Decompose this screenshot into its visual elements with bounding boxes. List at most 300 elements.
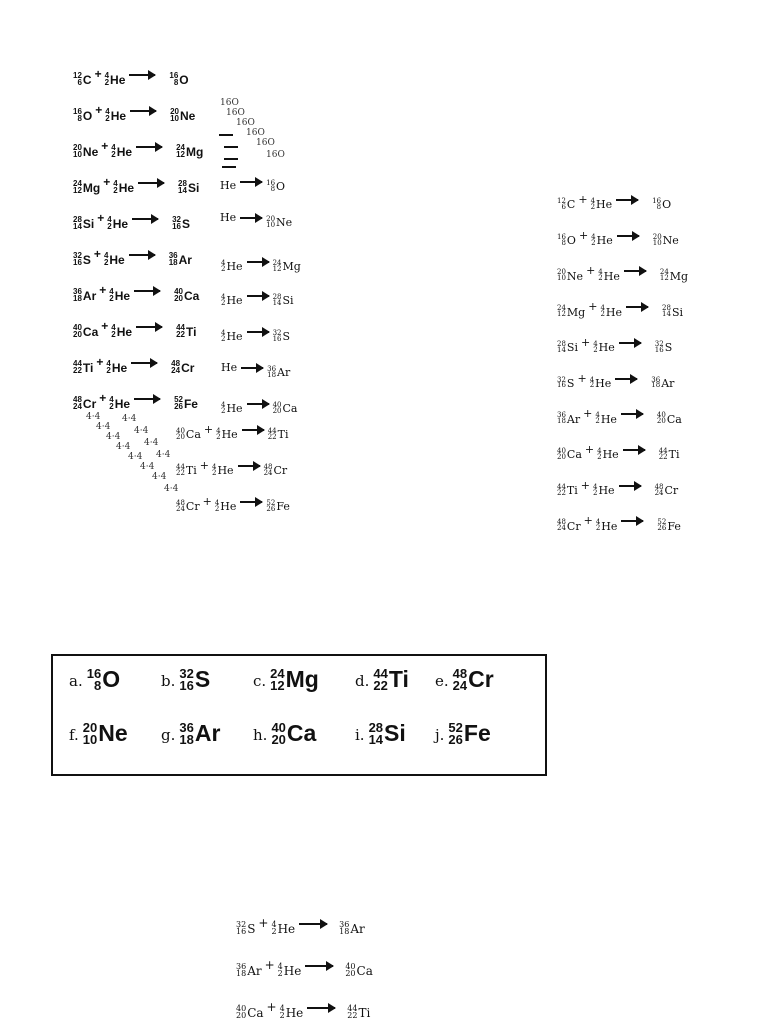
answer-option: [435, 722, 491, 745]
reaction-equation: [557, 230, 679, 247]
mass-number: 12: [557, 197, 566, 205]
atomic-number: 12: [73, 185, 82, 195]
reaction-equation: [557, 265, 688, 282]
atomic-number: 24: [176, 504, 185, 513]
helium-nuclide: [221, 261, 243, 273]
answer-choices-box: [51, 654, 547, 776]
atomic-number: 2: [589, 381, 595, 390]
atomic-number: 16: [236, 926, 247, 936]
atomic-number: 2: [597, 452, 602, 461]
plus-sign: +: [199, 459, 209, 472]
element-symbol: Ti: [185, 324, 197, 339]
product-nuclide: [268, 429, 289, 441]
mass-number: 4: [109, 287, 114, 296]
element-symbol: C: [566, 198, 576, 212]
answer-option: [69, 668, 120, 691]
reaction-equation: [557, 515, 681, 532]
atomic-number: 2: [212, 468, 217, 477]
element-symbol: Fe: [183, 396, 198, 411]
atomic-number: 24: [171, 365, 181, 375]
reaction-arrow-icon: [307, 1007, 335, 1009]
mass-number: 36: [651, 375, 661, 384]
reaction-equation: [557, 337, 672, 354]
element-symbol: Si: [282, 294, 294, 308]
element-symbol: S: [566, 376, 575, 390]
reaction-arrow-icon: [247, 261, 269, 263]
option-letter: c.: [253, 672, 267, 691]
reaction-arrow-icon: [299, 923, 327, 925]
option-letter: g.: [161, 726, 176, 745]
mass-number: 32: [179, 666, 194, 681]
mass-number: 20: [170, 107, 179, 116]
product-nuclide: [339, 922, 365, 936]
plus-sign: +: [577, 371, 587, 385]
mass-number: 16: [652, 197, 662, 205]
atomic-number: 2: [600, 310, 605, 319]
mass-number: 32: [236, 920, 247, 929]
atomic-number: 18: [651, 381, 661, 390]
element-symbol: Ti: [185, 464, 197, 478]
mass-number: 36: [73, 287, 82, 296]
element-symbol: Mg: [669, 269, 689, 283]
mass-number: 12: [73, 71, 82, 80]
product-nuclide: [658, 446, 680, 462]
helium-nuclide: [107, 217, 128, 231]
atomic-number: 2: [591, 238, 596, 247]
mass-number: 52: [448, 720, 463, 735]
mass-number: 4: [104, 71, 110, 80]
mass-number: 48: [452, 666, 468, 681]
mass-number: 40: [557, 446, 566, 455]
product-nuclide: [657, 520, 680, 532]
mass-number: 44: [267, 427, 277, 435]
element-symbol: Ar: [178, 252, 192, 267]
reaction-equation: [557, 444, 679, 461]
helium-nuclide: [221, 295, 243, 307]
reaction-arrow-icon: [138, 182, 164, 184]
atomic-number: 2: [271, 926, 277, 936]
atomic-number: 20: [174, 293, 183, 303]
reactant-nuclide: [73, 145, 98, 159]
plus-sign: +: [99, 283, 107, 297]
stacked-fragment: 4·4: [96, 422, 111, 432]
reaction-arrow-icon: [617, 235, 639, 237]
atomic-number: 8: [93, 677, 102, 693]
stacked-fragment: 16O: [236, 118, 255, 128]
plus-sign: +: [580, 335, 591, 349]
product-nuclide: [266, 181, 285, 193]
element-symbol: Ne: [82, 144, 99, 159]
element-symbol: He: [226, 260, 243, 274]
product-nuclide: [273, 295, 294, 307]
helium-nuclide: [278, 964, 302, 978]
element-symbol: S: [282, 330, 291, 344]
mass-number: 32: [172, 215, 181, 224]
mass-number: 32: [73, 251, 82, 260]
helium-nuclide: [109, 397, 130, 411]
reaction-equation: [73, 140, 203, 159]
element-symbol: He: [116, 324, 133, 339]
element-symbol: C: [82, 72, 92, 87]
product-nuclide: [176, 145, 203, 159]
element-symbol: Ti: [668, 448, 680, 462]
helium-nuclide: [111, 325, 132, 339]
element-symbol: Ti: [566, 484, 578, 498]
reactant-nuclide: [236, 964, 262, 978]
atomic-number: 2: [104, 77, 110, 87]
atomic-number: 2: [221, 298, 226, 307]
dash-fragment: [219, 134, 233, 136]
element-symbol: S: [181, 216, 190, 231]
helium-nuclide: [215, 501, 237, 513]
atomic-number: 2: [105, 113, 110, 123]
element-symbol: Ar: [661, 376, 675, 390]
element-symbol: He: [605, 305, 623, 319]
element-symbol: Ti: [277, 428, 289, 442]
reaction-arrow-icon: [247, 331, 269, 333]
plus-sign: +: [103, 175, 111, 189]
reactant-nuclide: [236, 922, 255, 936]
atomic-number: 8: [270, 184, 276, 193]
atomic-number: 2: [103, 257, 109, 267]
plus-sign: +: [97, 211, 105, 225]
atomic-number: 18: [168, 257, 178, 267]
element-symbol: Si: [187, 180, 200, 195]
element-symbol: He: [221, 428, 238, 442]
mass-number: 24: [270, 666, 285, 681]
option-letter: a.: [69, 672, 83, 691]
product-nuclide: [652, 232, 679, 248]
mass-number: 40: [73, 323, 82, 332]
mass-number: 40: [271, 720, 286, 735]
mass-number: 52: [657, 518, 667, 527]
atomic-number: 2: [107, 221, 112, 231]
helium-nuclide: [595, 413, 617, 425]
stacked-fragment: 4·4: [128, 452, 143, 462]
element-symbol: Cr: [82, 396, 97, 411]
atomic-number: 10: [652, 238, 662, 247]
atomic-number: 14: [368, 731, 384, 747]
element-symbol: Mg: [285, 666, 319, 693]
atomic-number: 8: [656, 202, 662, 211]
mass-number: 16: [86, 666, 102, 681]
atomic-number: 12: [176, 149, 185, 159]
element-symbol: Ca: [286, 720, 317, 747]
mass-number: 48: [557, 518, 566, 527]
element-symbol: Ca: [82, 324, 99, 339]
helium-nuclide: [216, 429, 238, 441]
element-symbol: Ti: [358, 1005, 371, 1020]
atomic-number: 22: [176, 468, 185, 477]
mass-number: 4: [107, 215, 112, 224]
mass-number: 40: [176, 427, 185, 435]
atomic-number: 2: [221, 406, 226, 415]
plus-sign: +: [588, 300, 598, 314]
atomic-number: 2: [595, 524, 601, 533]
atomic-number: 22: [267, 432, 277, 441]
reaction-arrow-icon: [241, 367, 263, 369]
atomic-number: 20: [73, 329, 82, 339]
mass-number: 48: [654, 482, 664, 491]
reaction-arrow-icon: [616, 199, 638, 201]
option-letter: d.: [355, 672, 370, 691]
atomic-number: 10: [82, 731, 98, 747]
element-symbol: He: [601, 519, 618, 533]
element-symbol: He: [600, 412, 617, 426]
helium-nuclide: [598, 270, 620, 282]
option-letter: h.: [253, 726, 268, 745]
atomic-number: 20: [271, 731, 286, 747]
helium-nuclide: [105, 73, 126, 87]
helium-symbol: He: [220, 211, 237, 224]
product-nuclide: [273, 331, 290, 343]
atomic-number: 2: [113, 185, 118, 195]
reaction-equation: [73, 392, 198, 411]
product-nuclide: [660, 270, 688, 282]
atomic-number: 2: [593, 488, 598, 497]
reactant-nuclide: [557, 199, 575, 211]
ghost-reaction: [221, 362, 290, 379]
mass-number: 40: [272, 401, 282, 409]
plus-sign: +: [578, 193, 588, 206]
product-nuclide: [273, 261, 301, 273]
reactant-nuclide: [557, 339, 578, 355]
stacked-fragment: 4·4: [106, 432, 121, 442]
reaction-arrow-icon: [626, 306, 648, 308]
atomic-number: 22: [73, 365, 82, 375]
reactant-nuclide: [176, 429, 201, 441]
answer-option: [69, 722, 128, 745]
plus-sign: +: [584, 442, 595, 456]
mass-number: 4: [591, 232, 596, 241]
reaction-arrow-icon: [240, 501, 262, 503]
mass-number: 44: [347, 1004, 358, 1013]
atomic-number: 24: [73, 401, 82, 411]
atomic-number: 18: [557, 417, 566, 426]
atomic-number: 2: [593, 345, 598, 354]
mass-number: 20: [73, 143, 82, 152]
mass-number: 32: [654, 339, 664, 348]
atomic-number: 22: [557, 488, 566, 497]
atomic-number: 2: [598, 274, 603, 283]
product-nuclide: [347, 1006, 370, 1020]
element-symbol: Ca: [183, 288, 200, 303]
mass-number: 44: [658, 446, 668, 455]
atomic-number: 2: [214, 504, 220, 513]
atomic-number: 2: [109, 293, 114, 303]
element-symbol: He: [220, 500, 237, 514]
stacked-fragment: 16O: [266, 150, 285, 160]
mass-number: 48: [263, 463, 273, 471]
plus-sign: +: [583, 514, 593, 528]
element-symbol: He: [114, 288, 131, 303]
element-symbol: He: [283, 963, 302, 978]
mass-number: 36: [557, 411, 566, 420]
element-symbol: Ti: [82, 360, 94, 375]
ghost-reaction: [219, 176, 285, 193]
product-nuclide: [657, 413, 682, 425]
product-nuclide: [171, 361, 194, 375]
reaction-arrow-icon: [136, 146, 162, 148]
ghost-reaction: [221, 398, 297, 415]
atomic-number: 18: [236, 968, 247, 978]
helium-nuclide: [219, 180, 236, 191]
reaction-arrow-icon: [619, 485, 641, 487]
element-symbol: Si: [82, 216, 95, 231]
element-symbol: O: [102, 666, 121, 693]
product-nuclide: [169, 253, 192, 267]
atomic-number: 18: [73, 293, 82, 303]
ghost-reaction: [221, 326, 290, 343]
atomic-number: 18: [179, 731, 194, 747]
mass-number: 44: [373, 666, 388, 681]
atomic-number: 26: [174, 401, 183, 411]
atomic-number: 8: [173, 77, 179, 87]
element-symbol: Ar: [194, 720, 221, 747]
element-symbol: Cr: [273, 464, 288, 478]
answer-option: [435, 668, 494, 691]
stacked-fragment: 16O: [226, 108, 245, 118]
element-symbol: He: [114, 396, 131, 411]
ghost-reaction: [220, 212, 292, 229]
mass-number: 28: [662, 304, 671, 313]
helium-nuclide: [280, 1006, 304, 1020]
reaction-equation: [176, 496, 290, 513]
product-nuclide: [654, 339, 673, 355]
stacked-fragment: 16O: [256, 138, 275, 148]
mass-number: 4: [221, 259, 226, 267]
reaction-arrow-icon: [621, 520, 643, 522]
atomic-number: 16: [179, 677, 194, 693]
mass-number: 52: [174, 395, 183, 404]
element-symbol: O: [276, 180, 286, 194]
mass-number: 4: [216, 427, 221, 435]
atomic-number: 10: [73, 149, 82, 159]
reaction-arrow-icon: [240, 217, 262, 219]
element-symbol: Ar: [277, 366, 291, 380]
reaction-arrow-icon: [621, 413, 643, 415]
mass-number: 16: [73, 107, 82, 116]
mass-number: 28: [272, 293, 282, 301]
product-nuclide: [169, 73, 188, 87]
atomic-number: 26: [448, 731, 463, 747]
element-symbol: He: [110, 108, 127, 123]
stacked-fragment: 4·4: [152, 472, 167, 482]
atomic-number: 20: [236, 1010, 247, 1020]
atomic-number: 2: [109, 401, 114, 411]
mass-number: 20: [652, 232, 662, 241]
helium-symbol: He: [221, 361, 238, 374]
element-symbol: Fe: [276, 500, 290, 514]
reactant-nuclide: [557, 446, 582, 462]
reaction-equation: [557, 194, 671, 211]
answer-option: [253, 722, 316, 745]
reaction-arrow-icon: [242, 429, 264, 431]
helium-nuclide: [212, 465, 234, 477]
atomic-number: 12: [557, 310, 566, 319]
atomic-number: 14: [662, 310, 671, 319]
mass-number: 4: [593, 339, 598, 348]
mass-number: 4: [597, 446, 602, 455]
product-nuclide: [174, 289, 199, 303]
atomic-number: 22: [658, 452, 668, 461]
atomic-number: 12: [659, 274, 669, 283]
mass-number: 48: [73, 395, 82, 404]
reactant-nuclide: [557, 306, 585, 318]
atomic-number: 2: [106, 365, 111, 375]
atomic-number: 22: [373, 677, 388, 693]
reaction-arrow-icon: [305, 965, 333, 967]
element-symbol: Ca: [666, 412, 682, 426]
plus-sign: +: [578, 228, 589, 242]
element-symbol: He: [596, 198, 613, 212]
mass-number: 4: [598, 268, 603, 277]
mass-number: 4: [595, 518, 601, 527]
element-symbol: S: [82, 252, 91, 267]
mass-number: 4: [221, 329, 226, 337]
atomic-number: 22: [176, 329, 185, 339]
atomic-number: 14: [557, 345, 566, 354]
mass-number: 4: [103, 251, 109, 260]
mass-number: 40: [345, 962, 356, 971]
product-nuclide: [652, 199, 671, 211]
reaction-equation: [73, 176, 199, 195]
stacked-fragment: 16O: [246, 128, 265, 138]
reaction-arrow-icon: [247, 403, 269, 405]
reaction-equation: [557, 373, 674, 390]
element-symbol: He: [118, 180, 135, 195]
reaction-arrow-icon: [132, 218, 158, 220]
element-symbol: Ca: [566, 448, 582, 462]
reaction-equation: [236, 959, 373, 978]
element-symbol: He: [112, 216, 129, 231]
mass-number: 52: [266, 499, 276, 507]
mass-number: 4: [106, 359, 111, 368]
helium-nuclide: [113, 181, 134, 195]
element-symbol: He: [602, 448, 619, 462]
plus-sign: +: [202, 495, 212, 508]
mass-number: 4: [589, 375, 595, 384]
element-symbol: Fe: [667, 519, 681, 533]
mass-number: 24: [176, 143, 185, 152]
mass-number: 20: [266, 215, 276, 223]
reaction-equation: [236, 917, 365, 936]
mass-number: 4: [214, 499, 220, 507]
stacked-fragment: 4·4: [144, 438, 159, 448]
mass-number: 4: [593, 482, 598, 491]
atomic-number: 20: [272, 406, 282, 415]
helium-nuclide: [105, 109, 126, 123]
helium-nuclide: [591, 199, 613, 211]
atomic-number: 20: [345, 968, 356, 978]
reaction-arrow-icon: [238, 465, 260, 467]
mass-number: 4: [221, 293, 226, 301]
element-symbol: O: [179, 72, 189, 87]
element-symbol: Mg: [282, 260, 301, 274]
helium-nuclide: [593, 482, 615, 498]
atomic-number: 26: [657, 524, 667, 533]
mass-number: 4: [111, 143, 116, 152]
stacked-fragment: 4·4: [86, 412, 101, 422]
product-nuclide: [174, 397, 198, 411]
element-symbol: He: [598, 341, 615, 355]
mass-number: 48: [176, 499, 185, 507]
mass-number: 40: [236, 1004, 247, 1013]
mass-number: 4: [111, 323, 116, 332]
element-symbol: He: [603, 269, 620, 283]
reactant-nuclide: [557, 232, 576, 248]
reaction-arrow-icon: [134, 290, 160, 292]
